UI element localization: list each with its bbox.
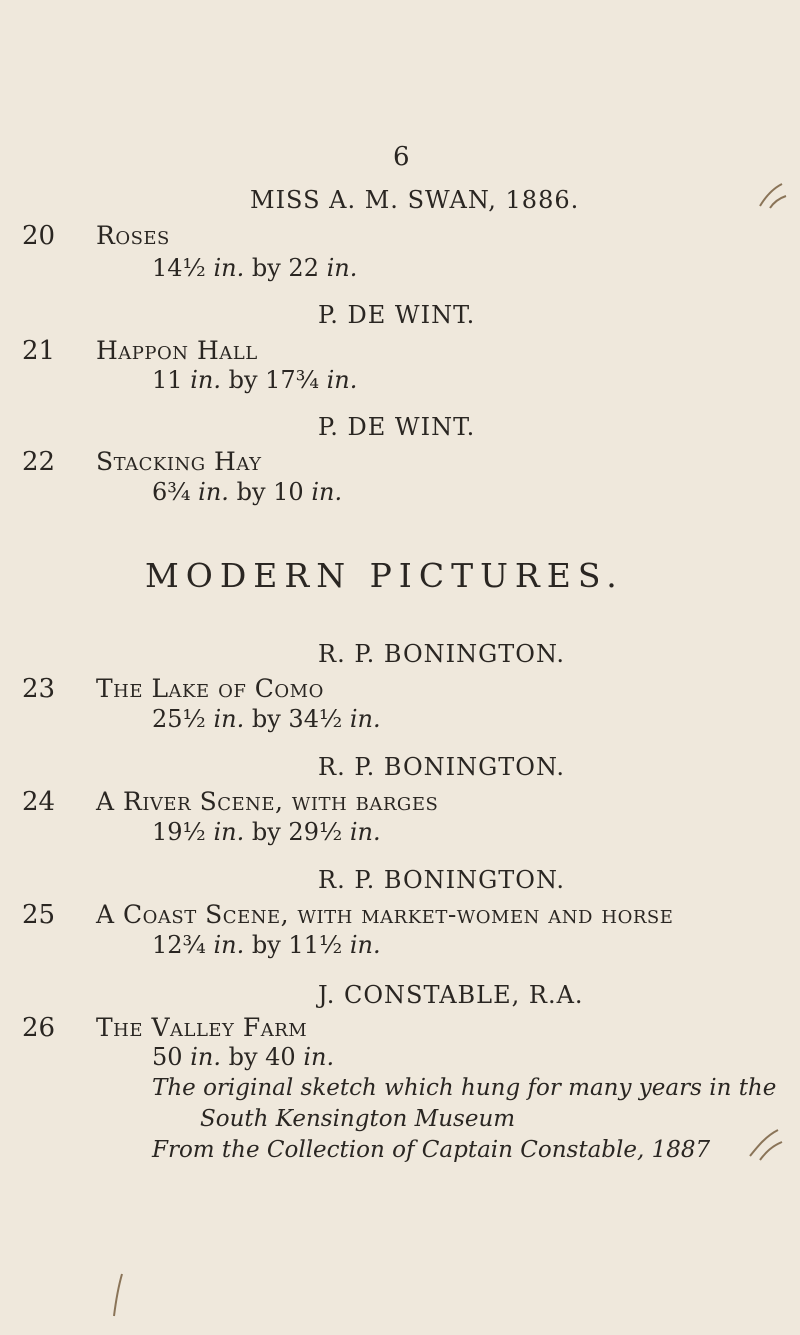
pencil-mark-icon bbox=[108, 1270, 128, 1320]
lot-number: 26 bbox=[22, 1013, 56, 1043]
lot-title: Happon Hall bbox=[96, 336, 258, 365]
lot-number: 22 bbox=[22, 447, 56, 477]
lot-dimensions: 14½ in. by 22 in. bbox=[152, 254, 358, 282]
lot-number: 24 bbox=[22, 787, 56, 817]
lot-dimensions: 11 in. by 17¾ in. bbox=[152, 366, 358, 394]
lot-dimensions: 12¾ in. by 11½ in. bbox=[152, 931, 381, 959]
lot-title: Stacking Hay bbox=[96, 447, 262, 476]
lot-title: The Valley Farm bbox=[96, 1013, 308, 1042]
lot-title: A River Scene, with barges bbox=[96, 787, 439, 816]
lot-dimensions: 19½ in. by 29½ in. bbox=[152, 818, 381, 846]
lot-number: 21 bbox=[22, 336, 56, 366]
section-heading: MODERN PICTURES. bbox=[145, 556, 624, 595]
lot-dimensions: 50 in. by 40 in. bbox=[152, 1043, 335, 1071]
lot-number: 23 bbox=[22, 674, 56, 704]
lot-number: 25 bbox=[22, 900, 56, 930]
lot-title: The Lake of Como bbox=[96, 674, 324, 703]
artist-name: R. P. BONINGTON. bbox=[318, 753, 566, 781]
provenance-note: South Kensington Museum bbox=[200, 1106, 516, 1132]
artist-name: R. P. BONINGTON. bbox=[318, 866, 566, 894]
artist-name: J. CONSTABLE, R.A. bbox=[318, 981, 584, 1009]
handwritten-tick-icon bbox=[752, 178, 792, 218]
lot-title: A Coast Scene, with market-women and horse bbox=[96, 900, 674, 929]
page-number: 6 bbox=[393, 142, 410, 172]
lot-title: Roses bbox=[96, 221, 170, 250]
handwritten-tick-icon bbox=[740, 1120, 790, 1170]
artist-name: P. DE WINT. bbox=[318, 301, 476, 329]
artist-name: R. P. BONINGTON. bbox=[318, 640, 566, 668]
artist-name: MISS A. M. SWAN, 1886. bbox=[250, 186, 580, 214]
provenance-note: From the Collection of Captain Constable, 1887 bbox=[152, 1137, 711, 1163]
provenance-note: The original sketch which hung for many years in the bbox=[152, 1075, 777, 1101]
lot-dimensions: 6¾ in. by 10 in. bbox=[152, 478, 343, 506]
lot-dimensions: 25½ in. by 34½ in. bbox=[152, 705, 381, 733]
lot-number: 20 bbox=[22, 221, 56, 251]
artist-name: P. DE WINT. bbox=[318, 413, 476, 441]
